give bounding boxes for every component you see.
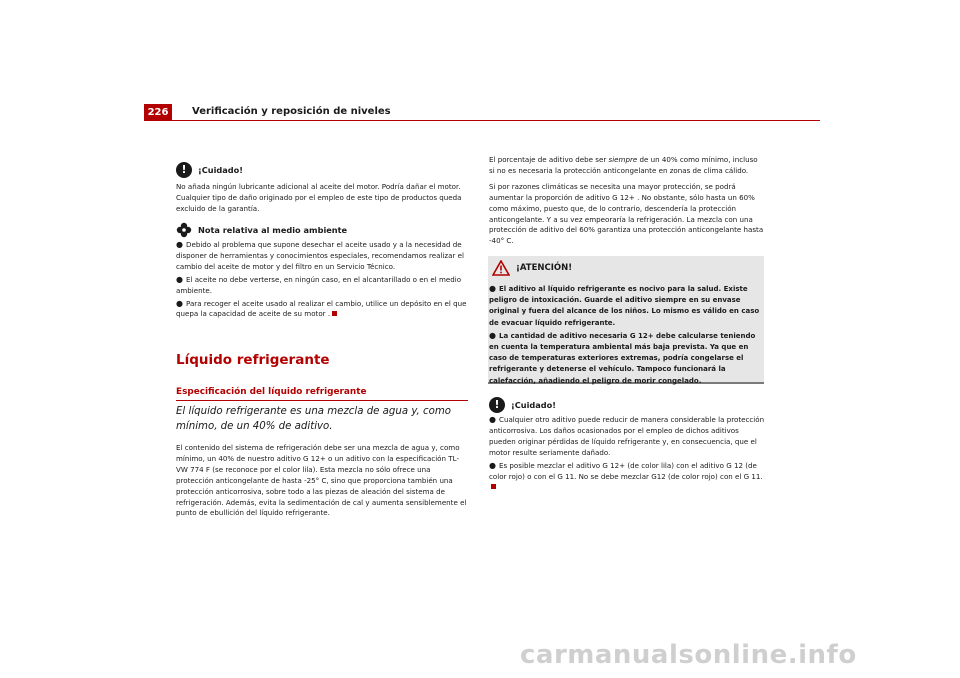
lead-paragraph: El líquido refrigerante es una mezcla de agua y, como mínimo, de un 40% de aditivo. [176,406,452,432]
environment-bullet-3: ● Para recoger el aceite usado al realizar el cambio, utilice un depósito en el que quepa la capacidad de aceite de su motor . [176,298,467,319]
warning-triangle-icon [492,260,510,276]
coolant-body [176,443,468,519]
right-caution-heading: ! ¡Cuidado! [489,397,765,413]
caution-block [176,162,468,215]
running-header-title: Verificación y reposición de niveles [192,106,391,117]
watermark: carmanualsonline.info [520,640,857,670]
section-title: Líquido refrigerante [176,352,330,368]
environment-note [176,222,468,320]
exclamation-icon: ! [176,162,192,178]
right-paragraphs [489,155,765,247]
caution-heading: ! ¡Cuidado! [176,162,468,178]
header-rule [144,120,820,121]
subsection-rule [176,400,468,401]
end-of-section-mark [491,484,496,489]
attention-heading: ¡ATENCIÓN! [492,260,572,276]
paragraph-protection: Si por razones climáticas se necesita una mayor protección, se podrá aumentar la proporción de aditivo G 12+ . No obstante, sólo hasta un 60% como máximo, puesto que, de lo contrario, descendería la protección anticongelante. Y a su vez empeoraría la refrigeración. La mezcla con una protección de aditivo del 60% garantiza una protección anticongelante hasta -40° C. [489,181,764,246]
environment-heading: Nota relativa al medio ambiente [176,222,468,238]
attention-body [489,283,761,387]
exclamation-icon: ! [489,397,505,413]
flower-icon [176,222,192,238]
body-paragraph: El contenido del sistema de refrigeración debe ser una mezcla de agua y, como mínimo, un 40% de nuestro aditivo G 12+ o un aditivo con la especificación TL-VW 774 F (se reconoce por el color lila). Esta mezcla no sólo ofrece una protección anticongelante de hasta -25° C, sino que proporciona también una protección anticorrosiva, sobre todo a las piezas de aleación del sistema de refrigeración. Además, evita la sedimentación de cal y aumenta sensiblemente el punto de ebullición del líquido refrigerante. [176,443,467,518]
end-of-section-mark [332,311,337,316]
environment-bullet-1: ● Debido al problema que supone desechar el aceite usado y a la necesidad de disponer de herramientas y conocimientos especiales, recomendamos realizar el cambio del aceite de motor y del filtro en un Servicio Técnico. [176,240,464,271]
paragraph-percentage: El porcentaje de aditivo debe ser siempre de un 40% como mínimo, incluso si no es necesaria la protección anticongelante en zonas de clima cálido. [489,155,758,175]
environment-bullet-2: ● El aceite no debe verterse, en ningún caso, en el alcantarillado o en el medio ambiente. [176,274,462,295]
attention-bullet-1: ● El aditivo al líquido refrigerante es nocivo para la salud. Existe peligro de intoxicación. Guarde el aditivo siempre en su envase original y fuera del alcance de los niños. Lo mismo es válido en caso de evacuar líquido refrigerante. [489,284,760,327]
page-number: 226 [144,104,172,120]
right-caution-block [489,397,765,493]
attention-bullet-2: ● La cantidad de aditivo necesaria G 12+ debe calcularse teniendo en cuenta la temperatura ambiental más baja prevista. Ya que en caso de temperaturas exteriores extremas, podría congelarse el refrigerante y detenerse el vehículo. Tampoco funcionará la calefacción, añadiendo el peligro de morir congelado. [489,330,756,385]
subsection-title: Especificación del líquido refrigerante [176,387,367,397]
right-caution-bullet-1: ● Cualquier otro aditivo puede reducir de manera considerable la protección anticorrosiva. Los daños ocasionados por el empleo de dichos aditivos pueden originar pérdidas de líquido refrigerante y, en consecuencia, que el motor resulte seriamente dañado. [489,415,765,457]
caution-text: No añada ningún lubricante adicional al aceite del motor. Podría dañar el motor. Cualquier tipo de daño originado por el empleo de este tipo de productos queda excluido de la garantía. [176,182,462,213]
right-caution-bullet-2: ● Es posible mezclar el aditivo G 12+ (de color lila) con el aditivo G 12 (de color rojo) o con el G 11. No se debe mezclar G12 (de color rojo) con el G 11. [489,461,765,494]
